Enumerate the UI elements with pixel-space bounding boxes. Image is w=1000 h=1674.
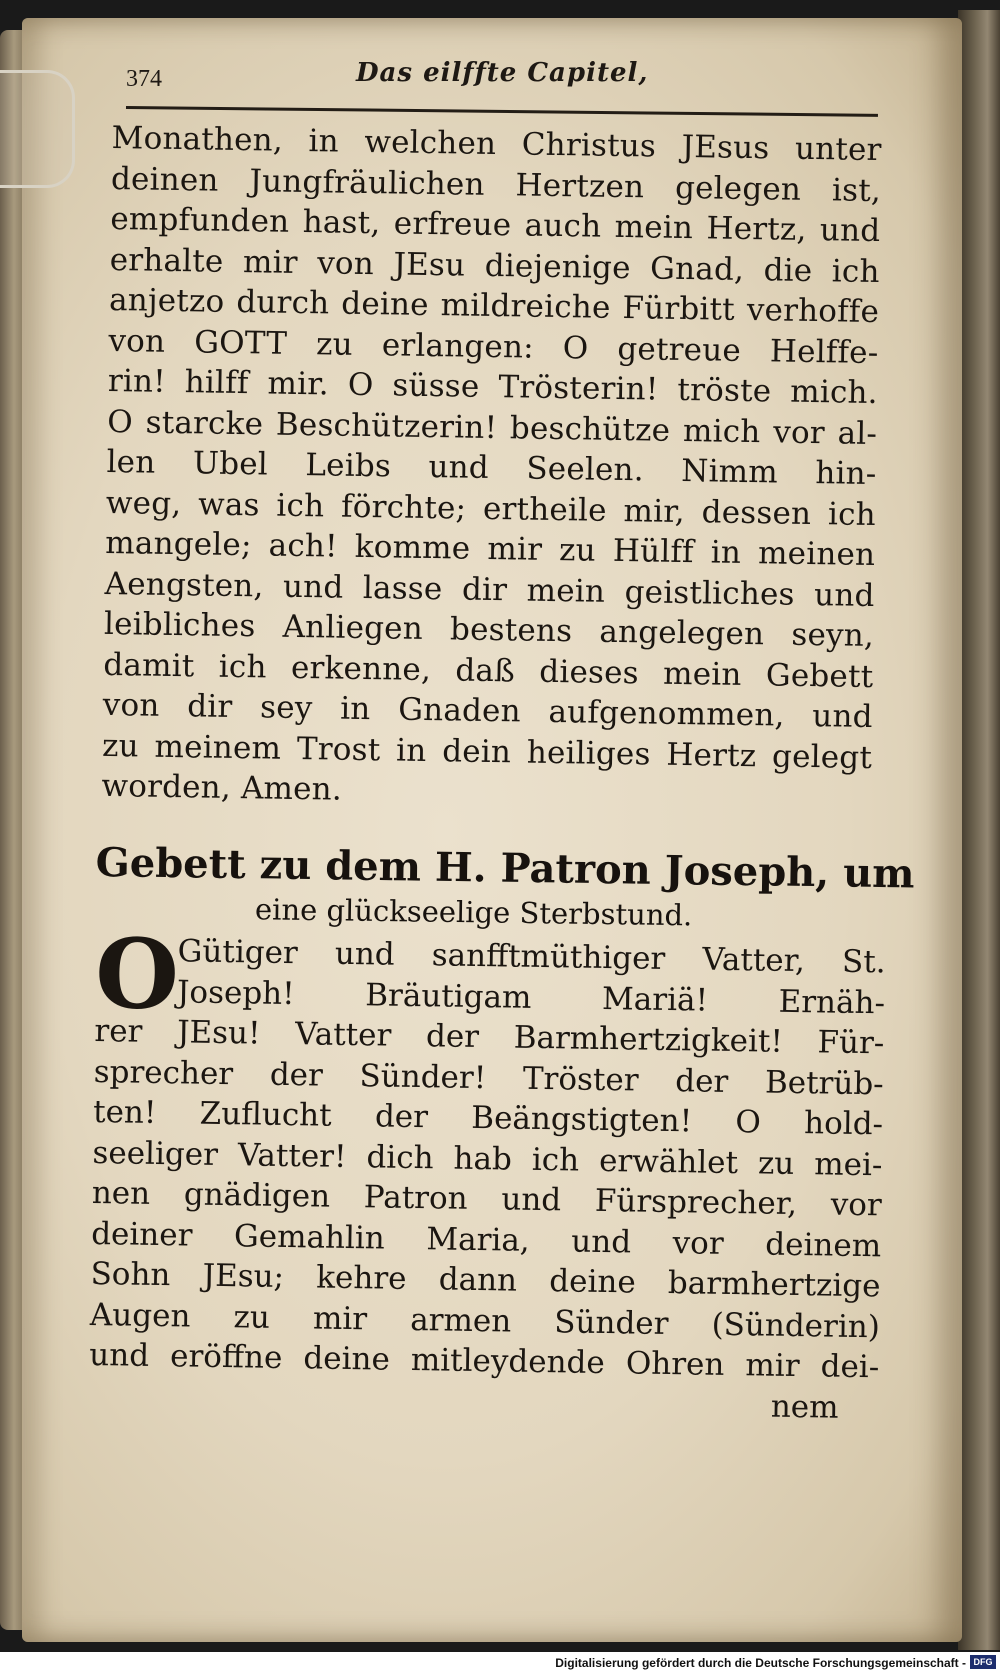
text-line: Gütiger und sanfftmüthiger Vatter, St. <box>177 933 886 981</box>
page-number: 374 <box>126 66 162 92</box>
text-line: deiner Gemahlin Maria, und vor deinem <box>90 1215 882 1264</box>
text-line: Monathen, in welchen Christus JEsus unter <box>111 119 882 169</box>
prayer-heading <box>95 838 915 937</box>
text-line: von dir sey in Gnaden aufgenommen, und <box>102 686 873 736</box>
running-head: Das eilffte Capitel, <box>356 58 649 88</box>
text-line: Aengsten, und lasse dir mein geistliches und <box>104 565 875 614</box>
catchword: nem <box>770 1388 839 1426</box>
text-line: und eröffne deine mitleydende Ohren mir dei- <box>89 1336 880 1386</box>
text-line: rer JEsu! Vatter der Barmhertzigkeit! Für- <box>94 1012 885 1062</box>
text-line: ten! Zuflucht der Beängstigten! O hold- <box>92 1093 884 1143</box>
book-right-edge <box>958 10 1000 1650</box>
page-clip <box>0 70 75 188</box>
text-line: leibliches Anliegen bestens angelegen seyn, <box>103 605 875 655</box>
heading-title: Gebett zu dem H. Patron Joseph, um <box>95 838 915 898</box>
text-line: Joseph! Bräutigam Mariä! Ernäh- <box>176 973 886 1021</box>
text-line: anjetzo durch deine mildreiche Fürbitt verhoffe <box>108 281 880 331</box>
text-line: worden, Amen. <box>101 767 343 808</box>
text-line: Sohn JEsu; kehre dann deine barmhertzige <box>90 1255 881 1305</box>
text-line: deinen Jungfräulichen Hertzen gelegen ist, <box>110 160 882 209</box>
digitization-footer <box>0 1652 1000 1674</box>
prayer-text <box>88 917 886 1428</box>
heading-subtitle: eine glückseelige Sterbstund. <box>254 892 693 933</box>
page-header <box>126 58 878 102</box>
text-line: empfunden hast, erfreue auch mein Hertz, und <box>110 200 881 250</box>
text-line: len Ubel Leibs und Seelen. Nimm hin- <box>106 443 877 493</box>
drop-cap: O <box>94 917 180 1032</box>
text-line: sprecher der Sünder! Tröster der Betrüb- <box>93 1053 884 1102</box>
funding-credit: Digitalisierung gefördert durch die Deutsche Forschungsgemeinschaft - <box>555 1656 966 1670</box>
dfg-logo: DFG <box>970 1655 996 1669</box>
text-line: nen gnädigen Patron und Fürsprecher, vor <box>91 1174 883 1224</box>
text-line: mangele; ach! komme mir zu Hülff in meinen <box>105 524 876 574</box>
text-line: erhalte mir von JEsu diejenige Gnad, die ich <box>109 241 880 290</box>
text-line: von GOTT zu erlangen: O getreue Helffe- <box>108 322 879 371</box>
text-line: seeliger Vatter! dich hab ich erwählet zu mei- <box>92 1134 883 1183</box>
text-line: O starcke Beschützerin! beschütze mich vor al- <box>106 403 878 452</box>
text-line: zu meinem Trost in dein heiliges Hertz gelegt <box>101 727 873 776</box>
text-line: weg, was ich förchte; ertheile mir, dessen ich <box>105 484 877 533</box>
text-line: damit ich erkenne, daß dieses mein Gebett <box>103 646 874 695</box>
text-line: rin! hilff mir. O süsse Trösterin! tröste mich. <box>107 362 879 412</box>
body-text <box>101 118 882 819</box>
text-line: Augen zu mir armen Sünder (Sünderin) <box>89 1296 881 1345</box>
